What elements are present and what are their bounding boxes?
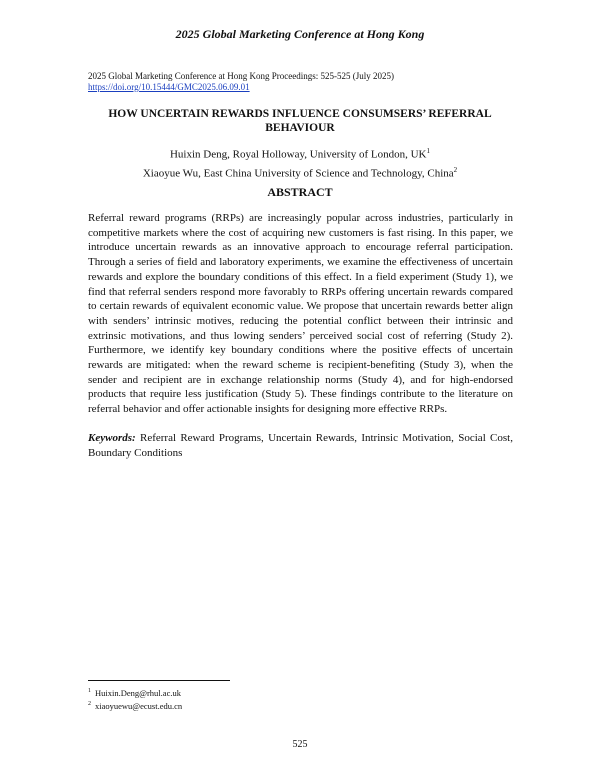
keywords-label: Keywords:: [88, 432, 136, 444]
footnote-mark: 1: [88, 688, 91, 694]
footnote-mark: 2: [88, 700, 91, 707]
footnote-divider: [88, 680, 230, 681]
author-line: [88, 163, 512, 182]
running-header: 2025 Global Marketing Conference at Hong Kong: [175, 27, 425, 41]
author-affiliation: Huixin Deng, Royal Holloway, University of London, UK: [169, 148, 427, 161]
keywords-paragraph: [88, 431, 513, 460]
author-affiliation: Xiaoyue Wu, East China University of Science and Technology, China: [142, 167, 454, 180]
keywords-text: Referral Reward Programs, Uncertain Rewards, Intrinsic Motivation, Social Cost, Boundary Conditions: [88, 432, 513, 459]
paper-title: HOW UNCERTAIN REWARDS INFLUENCE CONSUMSERS’ REFERRAL BEHAVIOUR: [108, 108, 492, 134]
author-footnote-mark: 1: [426, 147, 431, 155]
doi-link[interactable]: https://doi.org/10.15444/GMC2025.06.09.01: [88, 82, 250, 92]
citation-line: 2025 Global Marketing Conference at Hong Kong Proceedings: 525-525 (July 2025): [88, 71, 394, 81]
footnote-email: Huixin.Deng@rhul.ac.uk: [95, 687, 181, 698]
page-number: 525: [292, 739, 308, 750]
footnotes: [88, 686, 182, 712]
abstract-heading: ABSTRACT: [267, 185, 333, 199]
abstract-text: Referral reward programs (RRPs) are increasingly popular across industries, particularly in competitive markets where the cost of acquiring new customers is fast rising. In this paper, we introduce uncertain rewards as an innovative approach to encourage referral participation. Through a series of field and laboratory experiments, we examine the effectiveness of uncertain rewards and explore the boundary conditions of this effect. In a field experiment (Study 1), we find that referral senders respond more favorably to RRPs offering uncertain rewards compared to certain rewards of equivalent economic value. We propose that uncertain rewards better align with senders’ intrinsic motives, reducing the potential conflict between their intrinsic and extrinsic motivations, and thus lowing senders’ perceived social cost of referring (Study 2). Furthermore, we identify key boundary conditions where the positive effects of uncertain rewards are mitigated: when the reward scheme is recipient-benefiting (Study 3), when the sender and recipient are in exchange relationship norms (Study 4), and for high-endorsed products that require less justification (Study 5). These findings contribute to the literature on referral behavior and offer actionable insights for designing more effective RRPs.: [88, 212, 513, 416]
footnote-item: [88, 686, 182, 699]
citation-block: [88, 71, 394, 93]
author-list: [88, 144, 512, 181]
author-footnote-mark: 2: [453, 165, 458, 174]
footnote-item: [88, 699, 182, 712]
author-line: [88, 144, 512, 163]
footnote-email: xiaoyuewu@ecust.edu.cn: [95, 700, 183, 711]
